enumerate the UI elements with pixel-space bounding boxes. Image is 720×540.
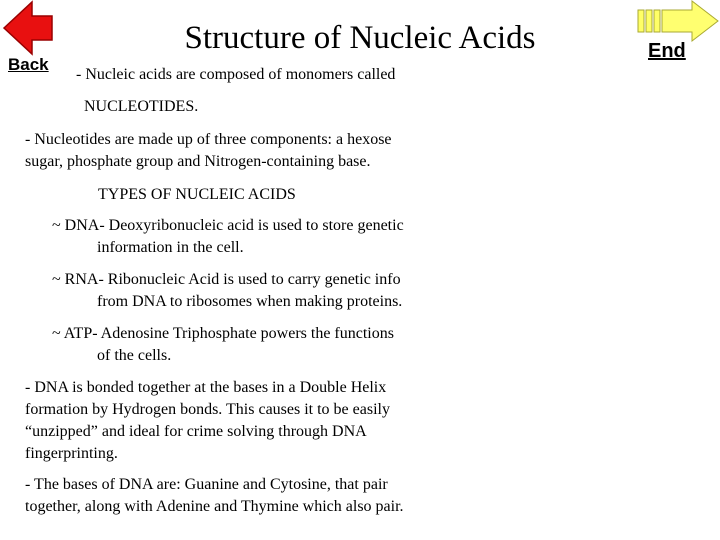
text-line: from DNA to ribosomes when making proteins. bbox=[97, 293, 403, 310]
text-line: - DNA is bonded together at the bases in a Double Helix bbox=[25, 379, 387, 396]
text-line: “unzipped” and ideal for crime solving through DNA bbox=[25, 423, 367, 440]
back-label: Back bbox=[8, 55, 49, 74]
text-line: - Nucleotides are made up of three components: a hexose bbox=[25, 131, 392, 148]
text-line: - The bases of DNA are: Guanine and Cytosine, that pair bbox=[25, 476, 388, 493]
text-line: ~ ATP- Adenosine Triphosphate powers the functions bbox=[52, 325, 394, 342]
text-line: NUCLEOTIDES. bbox=[84, 98, 199, 115]
text-line: information in the cell. bbox=[97, 239, 244, 256]
text-line: ~ DNA- Deoxyribonucleic acid is used to store genetic bbox=[52, 217, 404, 234]
text-line: ~ RNA- Ribonucleic Acid is used to carry genetic info bbox=[52, 271, 401, 288]
text-line: - Nucleic acids are composed of monomers called bbox=[76, 66, 396, 83]
end-label: End bbox=[648, 40, 686, 62]
text-line: formation by Hydrogen bonds. This causes it to be easily bbox=[25, 401, 390, 418]
page-title: Structure of Nucleic Acids bbox=[184, 20, 536, 56]
text-line: of the cells. bbox=[97, 347, 172, 364]
text-line: fingerprinting. bbox=[25, 445, 118, 462]
section-heading: TYPES OF NUCLEIC ACIDS bbox=[98, 186, 296, 203]
text-line: sugar, phosphate group and Nitrogen-containing base. bbox=[25, 153, 371, 170]
text-line: together, along with Adenine and Thymine which also pair. bbox=[25, 498, 404, 515]
